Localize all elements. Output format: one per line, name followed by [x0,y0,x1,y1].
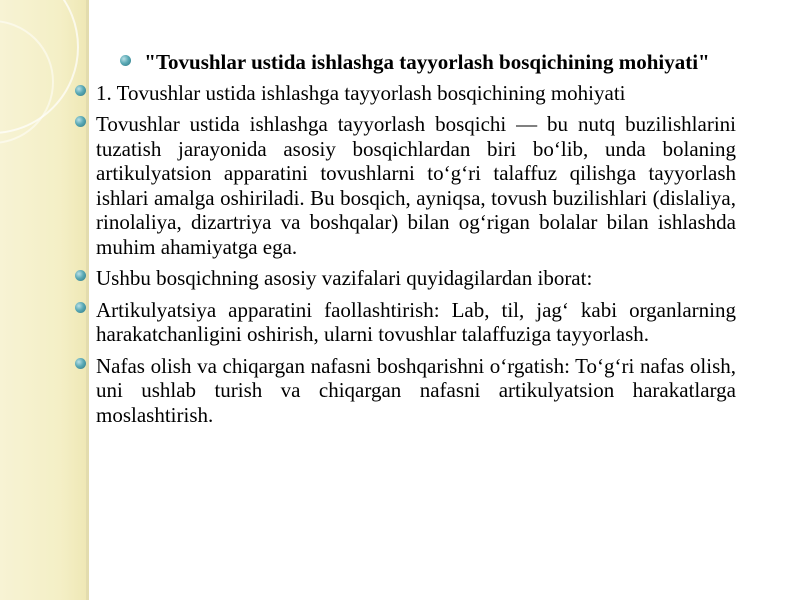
list-item [96,354,736,428]
list-item-text: 1. Tovushlar ustida ishlashga tayyorlash bosqichining mohiyati [96,80,626,105]
list-item [96,81,736,106]
list-item-text: Artikulyatsiya apparatini faollashtirish: Lab, til, jag‘ kabi organlarning harakatchanligini oshirish, ularni tovushlar talaffuziga tayyorlash. [96,297,736,346]
bullet-dot-icon [75,85,86,96]
list-item [96,298,736,347]
list-item [96,112,736,259]
bullet-dot-icon [120,55,131,66]
bullet-dot-icon [75,116,86,127]
side-band-edge [86,0,89,600]
bullet-dot-icon [75,270,86,281]
slide-content [96,50,736,434]
slide-title-item [96,50,736,75]
decorative-side-band [0,0,86,600]
bullet-dot-icon [75,302,86,313]
list-item-text: Ushbu bosqichning asosiy vazifalari quyidagilardan iborat: [96,266,593,290]
list-item-text: Nafas olish va chiqargan nafasni boshqarishni o‘rgatish: To‘g‘ri nafas olish, uni ushlab turish va chiqargan nafasni artikulyatsion harakatlarga moslashtirish. [96,353,736,427]
list-item-text: Tovushlar ustida ishlashga tayyorlash bosqichi — bu nutq buzilishlarini tuzatish jarayonida asosiy bosqichlardan biri bo‘lib, unda bolaning artikulyatsion apparatini tovushlarni to‘g‘ri talaffuz qilishga tayyorlash ishlari amalga oshiriladi. Bu bosqich, ayniqsa, tovush buzilishlari (dislaliya, rinolaliya, dizartriya va boshqalar) bilan og‘rigan bolalar bilan ishlashda muhim ahamiyatga ega. [96,112,736,259]
list-item [96,266,736,291]
bullet-dot-icon [75,358,86,369]
slide-title: "Tovushlar ustida ishlashga tayyorlash bosqichining mohiyati" [144,50,710,74]
